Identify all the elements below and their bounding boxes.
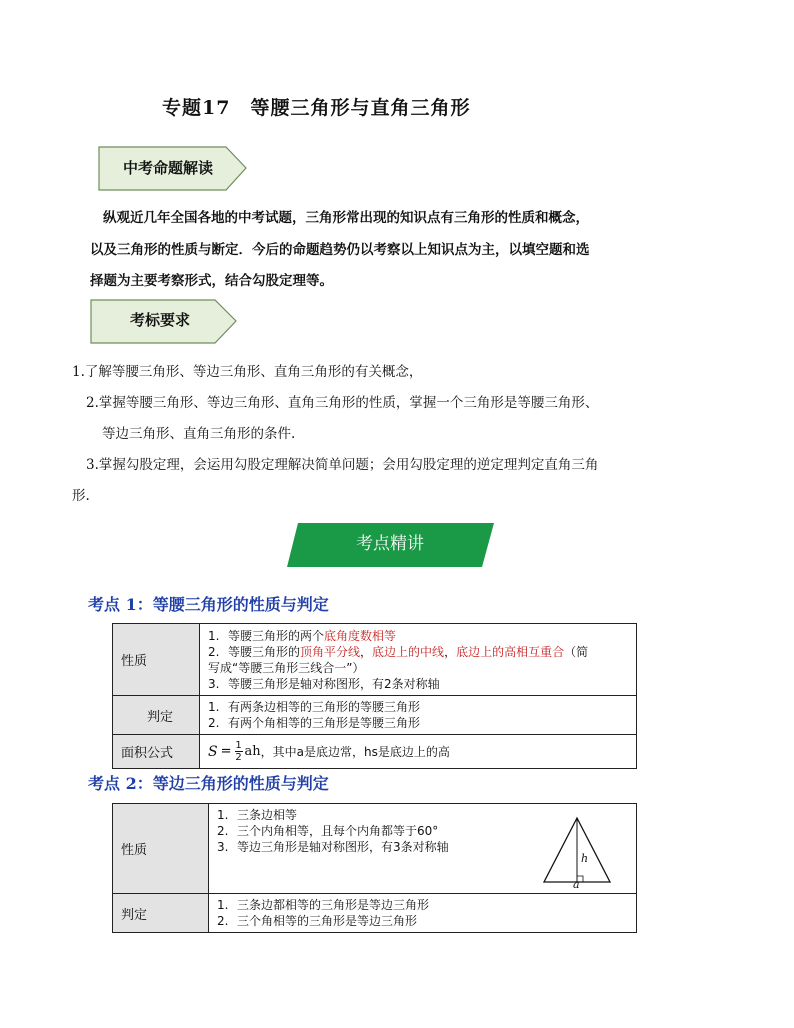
list-item: 1. 有两条边相等的三角形的等腰三角形: [208, 700, 421, 714]
badge-requirements-label: 考标要求: [129, 311, 190, 329]
interpretation-line-3: 择题为主要考察形式，结合勾股定理等。: [90, 273, 333, 289]
row-content: [209, 804, 637, 894]
area-formula: S = 1 2 ah ，其中a是底边常，hs是底边上的高: [208, 740, 450, 763]
base-label: a: [573, 878, 580, 891]
row-content: [200, 624, 637, 696]
list-item: 1. 三条边都相等的三角形是等边三角形: [217, 898, 430, 912]
page-title: 专题17 等腰三角形与直角三角形: [162, 97, 471, 119]
requirement-1: 1.了解等腰三角形、等边三角形、直角三角形的有关概念，: [72, 364, 423, 380]
interpretation-line-1: 纵观近几年全国各地的中考试题，三角形常出现的知识点有三角形的性质和概念，: [103, 210, 589, 226]
row-content: [200, 735, 637, 769]
table-row: [113, 624, 637, 696]
row-content: [200, 696, 637, 735]
table-row: [113, 696, 637, 735]
row-label: 性质: [113, 624, 200, 696]
list-item: 3. 等腰三角形是轴对称图形，有2条对称轴: [208, 676, 440, 691]
requirement-3-cont: 形.: [72, 488, 90, 504]
table-row: [113, 804, 637, 894]
badge-interpretation-label: 中考命题解读: [122, 159, 213, 177]
badge-requirements: [90, 299, 240, 345]
fraction: 1 2: [235, 740, 242, 763]
list-item: 3. 等边三角形是轴对称图形，有3条对称轴: [217, 840, 449, 854]
table-row: [113, 894, 637, 933]
list-item: 1. 三条边相等: [217, 808, 298, 822]
requirement-2: 2.掌握等腰三角形、等边三角形、直角三角形的性质，掌握一个三角形是等腰三角形、: [86, 395, 599, 411]
requirement-2-cont: 等边三角形、直角三角形的条件.: [102, 426, 296, 442]
point2-heading: 考点 2：等边三角形的性质与判定: [88, 774, 329, 793]
row-label: 判定: [113, 894, 209, 933]
point1-table: [112, 623, 637, 769]
list-item: 2. 三个内角相等，且每个内角都等于60°: [217, 824, 439, 838]
point2-table: [112, 803, 637, 933]
height-label: h: [581, 852, 589, 865]
interpretation-line-2: 以及三角形的性质与断定．今后的命题趋势仍以考察以上知识点为主，以填空题和选: [90, 242, 590, 258]
table-row: [113, 735, 637, 769]
row-label: 判定: [113, 696, 200, 735]
row-label: 性质: [113, 804, 209, 894]
requirement-3: 3.掌握勾股定理，会运用勾股定理解决简单问题；会用勾股定理的逆定理判定直角三角: [86, 457, 599, 473]
row-content: [209, 894, 637, 933]
list-item: 2. 有两个角相等的三角形是等腰三角形: [208, 716, 421, 730]
list-item-cont: 写成“等腰三角形三线合一”）: [208, 660, 365, 675]
kaodian-banner: [286, 522, 496, 572]
list-item: 2. 三个角相等的三角形是等边三角形: [217, 914, 418, 928]
badge-interpretation: [98, 146, 248, 192]
list-item: 2. 等腰三角形的顶角平分线，底边上的中线，底边上的高相互重合（简: [208, 644, 589, 659]
list-item: 1. 等腰三角形的两个底角度数相等: [208, 628, 397, 643]
equilateral-triangle-figure: [539, 814, 617, 890]
row-label: 面积公式: [113, 735, 200, 769]
point1-heading: 考点 1：等腰三角形的性质与判定: [88, 595, 329, 614]
kaodian-label: 考点精讲: [356, 534, 424, 554]
